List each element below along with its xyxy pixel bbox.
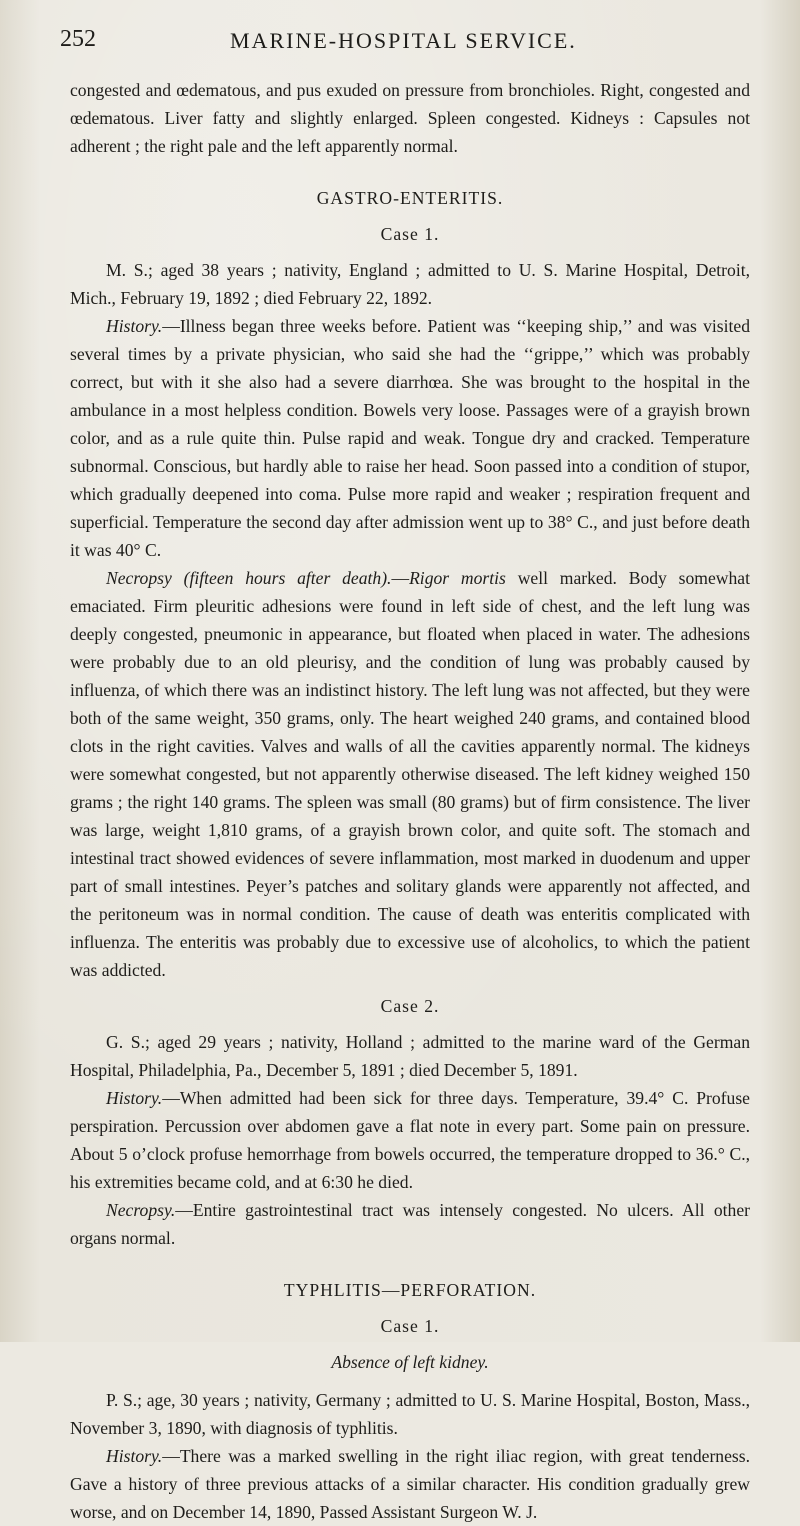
rigor-mortis-term: Rigor mortis [409, 568, 506, 588]
case-intro-paragraph: M. S.; aged 38 years ; nativity, England ; admitted to U. S. Marine Hospital, Detroit, Mich., February 19, 1892 ; died February 22, 1892. [70, 260, 750, 308]
history-label: History. [106, 1446, 163, 1466]
history-label: History. [106, 316, 163, 336]
section-title-gastro-enteritis: GASTRO-ENTERITIS. [316, 188, 504, 208]
intro-paragraph: congested and œdematous, and pus exuded on pressure from bronchioles. Right, congested and œdematous. Liver fatty and slightly enlarged. Spleen congested. Kidneys : Capsules not adherent ; the right pale and the left apparently normal. [70, 80, 750, 156]
case-heading: Case 2. [380, 996, 440, 1016]
case-subheading: Absence of left kidney. [331, 1352, 489, 1372]
necropsy-text: well marked. Body somewhat emaciated. Firm pleuritic adhesions were found in left side of chest, and the left lung was deeply congested, pneumonic in appearance, but floated when placed in water. The adhesions were probably due to an old pleurisy, and the condition of lung was probably caused by influenza, of which there was an indistinct history. The left lung was not affected, but they were both of the same weight, 350 grams, only. The heart weighed 240 grams, and contained blood clots in the right cavities. Valves and walls of all the cavities apparently normal. The kidneys were somewhat congested, but not apparently otherwise diseased. The left kidney weighed 150 grams ; the right 140 grams. The spleen was small (80 grams) but of firm consistence. The liver was large, weight 1,810 grams, of a grayish brown color, and quite soft. The stomach and intestinal tract showed evidences of severe inflammation, most marked in duodenum and upper part of small intestines. Peyer’s patches and solitary glands were apparently not affected, and the peritoneum was in normal condition. The cause of death was enteritis complicated with influenza. The enteritis was probably due to excessive use of alcoholics, to which the patient was addicted. [70, 568, 750, 980]
case-intro-paragraph: P. S.; age, 30 years ; nativity, Germany ; admitted to U. S. Marine Hospital, Boston, Mass., November 3, 1890, with diagnosis of typhlitis. [70, 1390, 750, 1438]
history-text: —Illness began three weeks before. Patient was ‘‘keeping ship,’’ and was visited several times by a private physician, who said she had the ‘‘grippe,’’ which was probably correct, but with it she also had a severe diarrhœa. She was brought to the hospital in the ambulance in a most helpless condition. Bowels very loose. Passages were of a grayish brown color, and as a rule quite thin. Pulse rapid and weak. Tongue dry and cracked. Temperature subnormal. Conscious, but hardly able to raise her head. Soon passed into a condition of stupor, which gradually deepened into coma. Pulse more rapid and weaker ; respiration frequent and superficial. Temperature the second day after admission went up to 38° C., and just before death it was 40° C. [70, 316, 750, 560]
page-body [70, 76, 750, 1526]
history-text: —There was a marked swelling in the right iliac region, with great tenderness. Gave a history of three previous attacks of a similar character. His condition gradually grew worse, and on December 14, 1890, Passed Assistant Surgeon W. J. [70, 1446, 750, 1522]
history-label: History. [106, 1088, 163, 1108]
case-intro-paragraph: G. S.; aged 29 years ; nativity, Holland ; admitted to the marine ward of the German Hospital, Philadelphia, Pa., December 5, 1891 ; died December 5, 1891. [70, 1032, 750, 1080]
history-text: —When admitted had been sick for three days. Temperature, 39.4° C. Profuse perspiration. Percussion over abdomen gave a flat note in every part. Some pain on pressure. About 5 o’clock profuse hemorrhage from bowels occurred, the temperature dropped to 36.° C., his extremities became cold, and at 6:30 he died. [70, 1088, 750, 1192]
case-heading: Case 1. [380, 1316, 440, 1336]
necropsy-dash: — [391, 568, 410, 588]
history-paragraph [70, 1084, 750, 1196]
section-title-typhlitis: TYPHLITIS—PERFORATION. [283, 1280, 537, 1300]
history-paragraph [70, 312, 750, 564]
running-title: MARINE-HOSPITAL SERVICE. [230, 28, 577, 53]
necropsy-timing: (fifteen hours after death). [183, 568, 392, 588]
case-heading: Case 1. [380, 224, 440, 244]
necropsy-paragraph [70, 564, 750, 984]
history-paragraph [70, 1442, 750, 1526]
necropsy-label: Necropsy. [106, 1200, 176, 1220]
necropsy-label: Necropsy [106, 568, 172, 588]
necropsy-paragraph [70, 1196, 750, 1252]
page-header [60, 26, 760, 56]
necropsy-text: —Entire gastrointestinal tract was intensely congested. No ulcers. All other organs normal. [70, 1200, 750, 1248]
page-number: 252 [60, 26, 96, 52]
